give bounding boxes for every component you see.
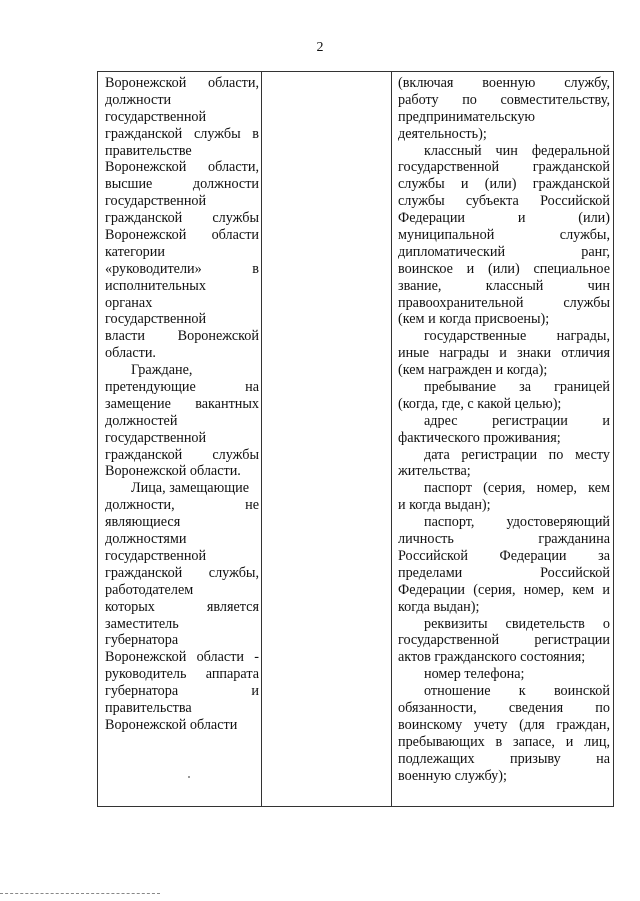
text-line: правительстве — [105, 142, 192, 159]
text-line: пределами Российской — [398, 564, 610, 581]
right-column-cell — [398, 75, 610, 784]
text-line: подлежащих призыву на — [398, 750, 610, 767]
text-line: области. — [105, 345, 156, 362]
text-line: паспорт (серия, номер, кем — [424, 480, 610, 497]
text-line: отношение к воинской — [424, 683, 610, 700]
scan-speck — [188, 776, 190, 778]
text-line: службы субъекта Российской — [398, 193, 610, 210]
text-line: звание, классный чин — [398, 277, 610, 294]
text-line: Воронежской области — [105, 227, 259, 244]
text-line: гражданской службы — [105, 210, 259, 227]
text-line: должности — [105, 91, 172, 108]
text-line: высшие должности — [105, 176, 259, 193]
text-line: службы и (или) гражданской — [398, 176, 610, 193]
text-line: Граждане, — [131, 362, 193, 379]
text-line: губернатора — [105, 632, 179, 649]
text-line: муниципальной службы, — [398, 227, 610, 244]
text-line: актов гражданского состояния; — [398, 649, 586, 666]
text-line: (кем награжден и когда); — [398, 362, 548, 379]
text-line: категории — [105, 243, 165, 260]
text-line: правительства — [105, 699, 192, 716]
text-line: государственной — [105, 193, 207, 210]
text-line: Воронежской области, — [105, 75, 259, 91]
page-number: 2 — [316, 40, 324, 55]
text-line: замещение вакантных — [105, 395, 259, 412]
text-line: Федерации (серия, номер, кем и — [398, 581, 610, 598]
text-line: Федерации и (или) — [398, 210, 610, 227]
text-line: государственной — [105, 108, 207, 125]
text-line: воинское и (или) специальное — [398, 260, 610, 277]
text-line: Воронежской области - — [105, 649, 259, 666]
text-line: Воронежской области. — [105, 463, 241, 480]
text-line: пребывание за границей — [424, 379, 610, 396]
document-table — [97, 71, 614, 807]
text-line: государственной — [105, 547, 207, 564]
text-line: пребывающих в запасе, и лиц, — [398, 733, 610, 750]
text-line: военную службу); — [398, 767, 507, 784]
table-column-divider-1 — [261, 72, 262, 806]
text-line: фактического проживания; — [398, 429, 561, 446]
text-line: губернатора и — [105, 683, 259, 700]
text-line: должностей — [105, 412, 178, 429]
text-line: обязанности, сведения по — [398, 699, 610, 716]
text-line: (кем и когда присвоены); — [398, 311, 550, 328]
text-line: претендующие на — [105, 379, 259, 396]
text-line: заместитель — [105, 615, 179, 632]
text-line: гражданской службы — [105, 446, 259, 463]
text-line: паспорт, удостоверяющий — [424, 514, 610, 531]
text-line: которых является — [105, 598, 259, 615]
text-line: «руководители» в — [105, 260, 259, 277]
text-line: руководитель аппарата — [105, 666, 259, 683]
table-column-divider-2 — [391, 72, 392, 806]
text-line: деятельность); — [398, 125, 487, 142]
text-line: Воронежской области — [105, 716, 238, 733]
text-line: классный чин федеральной — [424, 142, 610, 159]
text-line: органах — [105, 294, 153, 311]
text-line: реквизиты свидетельств о — [424, 615, 610, 632]
text-line: предпринимательскую — [398, 108, 536, 125]
text-line: являющиеся — [105, 514, 181, 531]
text-line: государственной — [105, 429, 207, 446]
text-line: дата регистрации по месту — [424, 446, 610, 463]
text-line: гражданской службы, — [105, 564, 259, 581]
text-line: правоохранительной службы — [398, 294, 610, 311]
text-line: государственной регистрации — [398, 632, 610, 649]
left-column-cell — [105, 75, 259, 734]
text-line: работодателем — [105, 581, 194, 598]
text-line: должностями — [105, 531, 187, 548]
text-line: и когда выдан); — [398, 497, 491, 514]
text-line: должности, не — [105, 497, 259, 514]
text-line: (когда, где, с какой целью); — [398, 395, 562, 412]
text-line: государственной гражданской — [398, 159, 610, 176]
text-line: когда выдан); — [398, 598, 480, 615]
text-line: адрес регистрации и — [424, 412, 610, 429]
text-line: Российской Федерации за — [398, 547, 610, 564]
text-line: номер телефона; — [424, 666, 525, 683]
text-line: жительства; — [398, 463, 471, 480]
text-line: гражданской службы в — [105, 125, 259, 142]
text-line: исполнительных — [105, 277, 206, 294]
text-line: работу по совместительству, — [398, 91, 610, 108]
text-line: власти Воронежской — [105, 328, 259, 345]
text-line: (включая военную службу, — [398, 75, 610, 91]
text-line: Воронежской области, — [105, 159, 259, 176]
text-line: государственные награды, — [424, 328, 610, 345]
text-line: дипломатический ранг, — [398, 243, 610, 260]
text-line: государственной — [105, 311, 207, 328]
footer-rule — [0, 893, 160, 894]
text-line: личность гражданина — [398, 531, 610, 548]
text-line: иные награды и знаки отличия — [398, 345, 610, 362]
text-line: Лица, замещающие — [131, 480, 250, 497]
text-line: воинскому учету (для граждан, — [398, 716, 610, 733]
